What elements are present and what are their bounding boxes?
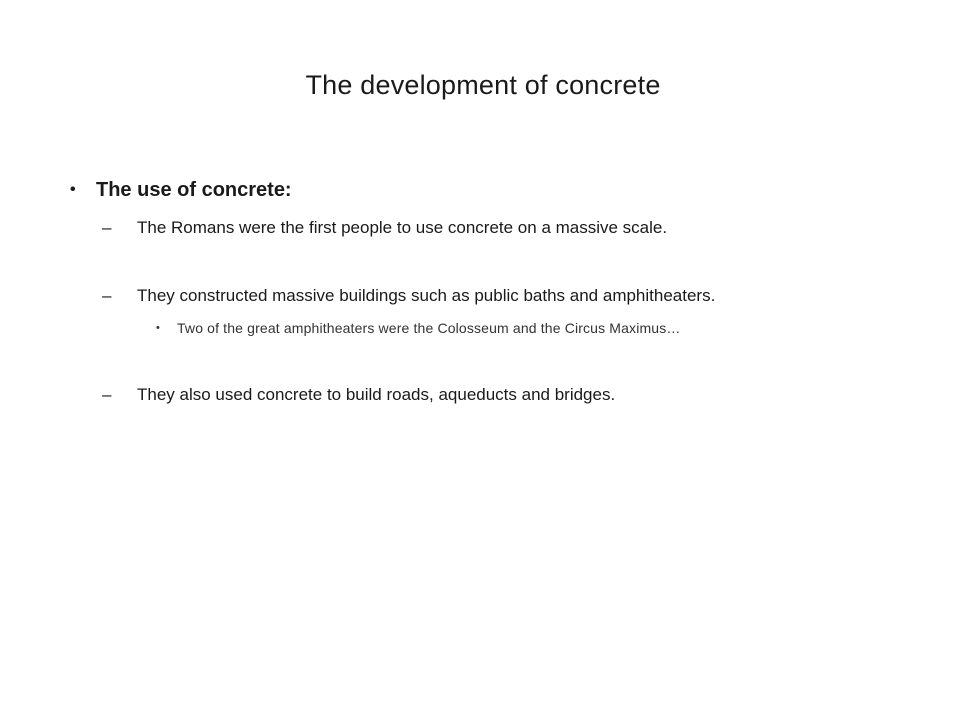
sub-point-text: Two of the great amphitheaters were the Colosseum and the Circus Maximus… xyxy=(177,320,681,336)
slide-title: The development of concrete xyxy=(305,70,661,100)
bullet-icon: • xyxy=(70,181,76,198)
dash-icon: – xyxy=(102,286,112,305)
point-text: They also used concrete to build roads, aqueducts and bridges. xyxy=(137,385,616,404)
dash-icon: – xyxy=(102,218,112,237)
heading-text: The use of concrete: xyxy=(96,179,292,201)
bullet-icon: • xyxy=(156,322,160,334)
point-text: The Romans were the first people to use concrete on a massive scale. xyxy=(137,218,668,237)
point-text: They constructed massive buildings such as public baths and amphitheaters. xyxy=(137,286,716,305)
dash-icon: – xyxy=(102,385,112,404)
